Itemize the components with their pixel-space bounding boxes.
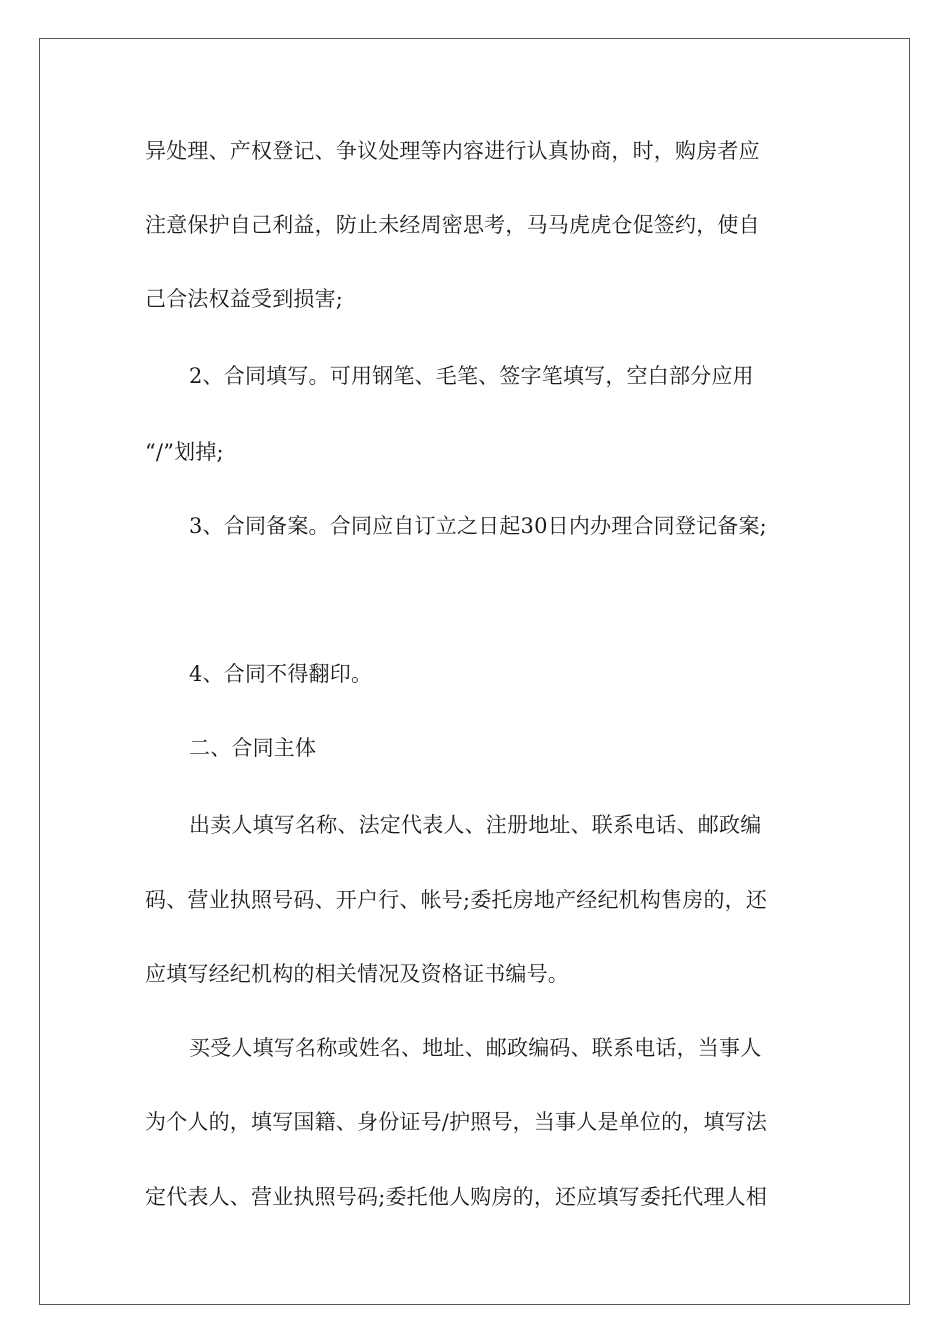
text-line: 买受人填写名称或姓名、地址、邮政编码、联系电话，当事人	[189, 1036, 762, 1060]
text-line: “/”划掉;	[145, 440, 224, 464]
text-line: 3、合同备案。合同应自订立之日起30日内办理合同登记备案;	[189, 514, 767, 538]
text-line: 己合法权益受到损害;	[145, 287, 344, 311]
text-line: 为个人的，填写国籍、身份证号/护照号，当事人是单位的，填写法	[145, 1110, 768, 1134]
text-line: 应填写经纪机构的相关情况及资格证书编号。	[145, 962, 569, 986]
text-line: 异处理、产权登记、争议处理等内容进行认真协商，时，购房者应	[145, 139, 760, 163]
text-line: 4、合同不得翻印。	[189, 662, 373, 686]
text-line: 码、营业执照号码、开户行、帐号;委托房地产经纪机构售房的，还	[145, 888, 768, 912]
text-line: 出卖人填写名称、法定代表人、注册地址、联系电话、邮政编	[189, 813, 762, 837]
text-line: 定代表人、营业执照号码;委托他人购房的，还应填写委托代理人相	[145, 1185, 768, 1209]
section-heading: 二、合同主体	[189, 736, 317, 760]
text-line: 注意保护自己利益，防止未经周密思考，马马虎虎仓促签约，使自	[145, 213, 760, 237]
text-line: 2、合同填写。可用钢笔、毛笔、签字笔填写，空白部分应用	[189, 364, 754, 388]
